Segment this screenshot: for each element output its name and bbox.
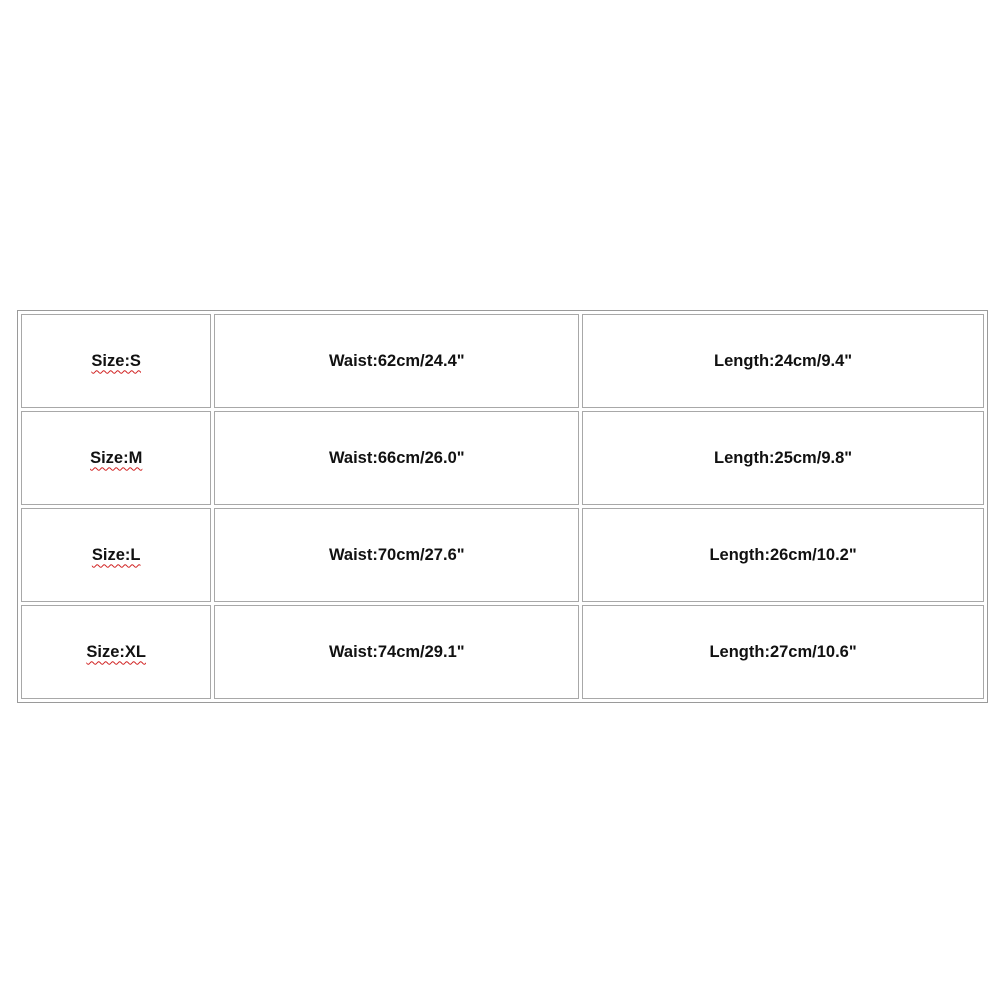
waist-cell: Waist:66cm/26.0" — [214, 411, 579, 505]
length-cell: Length:27cm/10.6" — [582, 605, 984, 699]
size-cell — [21, 314, 211, 408]
length-cell: Length:26cm/10.2" — [582, 508, 984, 602]
waist-cell: Waist:70cm/27.6" — [214, 508, 579, 602]
waist-cell: Waist:74cm/29.1" — [214, 605, 579, 699]
size-cell — [21, 508, 211, 602]
size-cell — [21, 605, 211, 699]
size-label: Size:M — [90, 448, 143, 467]
size-label: Size:XL — [86, 642, 146, 661]
table-row — [21, 605, 984, 699]
length-cell: Length:24cm/9.4" — [582, 314, 984, 408]
length-cell: Length:25cm/9.8" — [582, 411, 984, 505]
size-chart-table — [17, 310, 988, 703]
table-row — [21, 508, 984, 602]
size-label: Size:S — [91, 351, 141, 370]
size-label: Size:L — [91, 545, 141, 564]
table-row — [21, 411, 984, 505]
waist-cell: Waist:62cm/24.4" — [214, 314, 579, 408]
size-cell — [21, 411, 211, 505]
table-row — [21, 314, 984, 408]
